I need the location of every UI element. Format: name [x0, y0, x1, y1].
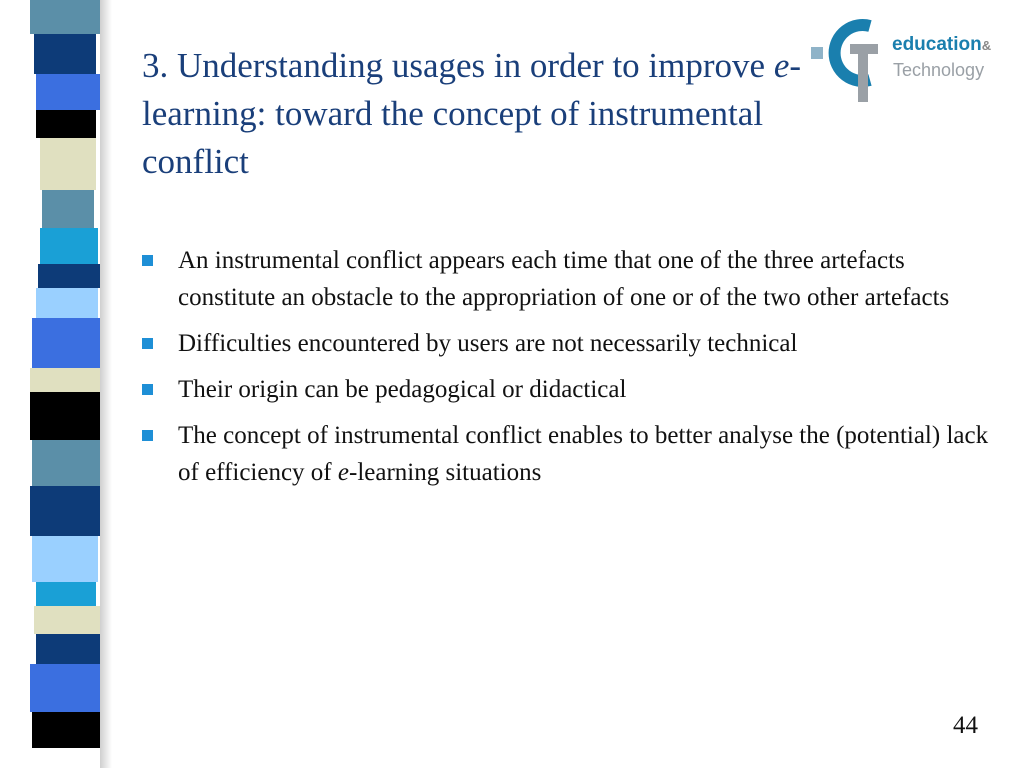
logo-word-education: education [892, 34, 982, 55]
stripe-band [32, 536, 98, 582]
bullet-item [142, 371, 992, 408]
stripe-band [34, 34, 96, 74]
title-part1: 3. Understanding usages in order to improve [142, 46, 774, 85]
bullet-text: The concept of instrumental conflict enables to better analyse the (potential) lack of efficiency of [178, 422, 989, 486]
bullet-text: Their origin can be pedagogical or didactical [178, 376, 627, 403]
bullet-text-tail: -learning situations [349, 459, 542, 486]
logo-ampersand: & [981, 38, 992, 53]
stripe-band [32, 318, 102, 368]
stripe-band [40, 228, 98, 264]
bullet-item [142, 325, 992, 362]
square-bullet-icon [142, 430, 153, 441]
bullet-item [142, 242, 992, 316]
square-bullet-icon [142, 255, 153, 266]
logo-mark-icon [811, 25, 878, 102]
stripe-band [42, 190, 94, 228]
stripe-band [32, 440, 102, 486]
square-bullet-icon [142, 384, 153, 395]
bullet-text: Difficulties encountered by users are not necessarily technical [178, 330, 798, 357]
slide-title [142, 42, 832, 186]
bullet-item [142, 417, 992, 491]
stripe-band [30, 486, 104, 536]
logo-text-technology: Technology [893, 60, 985, 80]
logo-text-education [892, 34, 991, 56]
stripe-band [30, 392, 102, 440]
title-part2: -learning: toward the concept of instrumental conflict [142, 46, 802, 181]
square-bullet-icon [142, 338, 153, 349]
bullet-italic-e: e [337, 459, 349, 486]
stripe-band [32, 712, 104, 748]
stripe-band [40, 138, 96, 190]
decorative-stripe-bar [0, 0, 112, 768]
stripe-band [36, 110, 96, 138]
bullet-text: An instrumental conflict appears each time that one of the three artefacts constitute an obstacle to the appropriation of one or of the two other artefacts [178, 247, 950, 311]
bullet-list [142, 242, 992, 500]
page-number: 44 [953, 712, 978, 739]
stripe-band [30, 0, 102, 34]
stripe-band [30, 664, 100, 712]
stripe-band [38, 264, 100, 288]
stripe-band [36, 634, 100, 664]
stripe-band [34, 606, 100, 634]
stripe-band [36, 74, 102, 110]
stripe-shadow [100, 0, 112, 768]
stripe-band [30, 368, 104, 392]
stripe-band [36, 582, 96, 606]
stripe-band [36, 288, 98, 318]
education-technology-logo [808, 14, 1008, 104]
title-italic-e: e [773, 46, 790, 85]
